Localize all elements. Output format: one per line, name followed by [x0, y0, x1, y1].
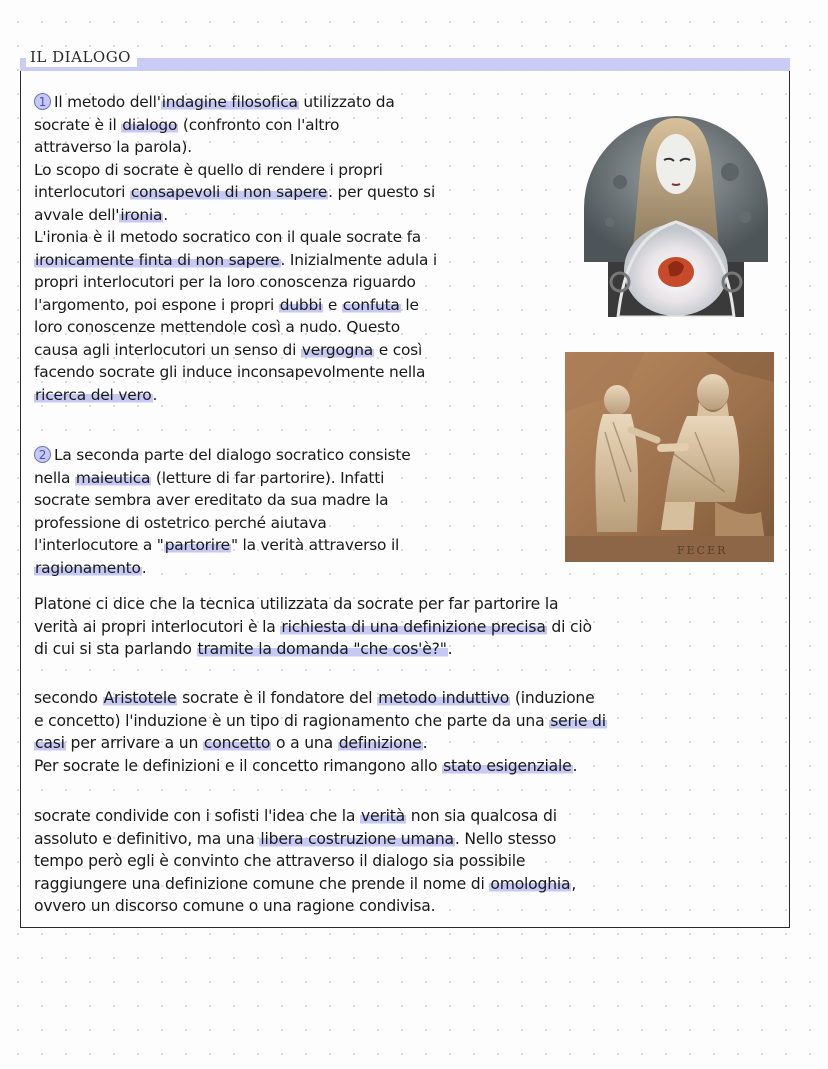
socrates-relief-image [565, 352, 774, 562]
number-badge-1: 1 [34, 93, 51, 110]
relief-inscription: FECER [677, 544, 728, 557]
section-2-text: 2 La seconda parte del dialogo socratico consiste nella maieutica (letture di far partorire). Infatti socrate sembra aver ereditato da sua madre la professione di ostetrico perché aiutava l'interlocutore a "partorire" la verità attraverso il ragionamento. [34, 446, 411, 577]
aristotele-paragraph: secondo Aristotele socrate è il fondatore del metodo induttivo (induzione e concetto) l'induzione è un tipo di ragionamento che parte da una serie di casi per arrivare a un concetto o a una definizione. Per socrate le definizioni e il concetto rimangono allo stato esigenziale. [34, 689, 606, 775]
stylized-woman-figure-image [580, 112, 772, 317]
platone-paragraph: Platone ci dice che la tecnica utilizzata da socrate per far partorire la verità ai propri interlocutori è la richiesta di una definizione precisa di ciò di cui si sta parlando tramite la domanda "che cos'è?". [34, 595, 592, 659]
section-1-text: 1 Il metodo dell'indagine filosofica utilizzato da socrate è il dialogo (confronto con l'altro attraverso la parola). Lo scopo di socrate è quello di rendere i propri interlocutori consapevoli di non sapere. per questo si avvale dell'ironia. L'ironia è il metodo socratico con il quale socrate fa ironicamente finta di non sapere. Inizialmente adula i propri interlocutori per la loro conoscenza riguardo l'argomento, poi espone i propri dubbi e confuta le loro conoscenze mettendole così a nudo. Questo causa agli interlocutori un senso di vergogna e così facendo socrate gli induce inconsapevolmente nella ricerca del vero. [34, 93, 437, 404]
sofisti-paragraph: socrate condivide con i sofisti l'idea che la verità non sia qualcosa di assoluto e definitivo, ma una libera costruzione umana. Nello stesso tempo però egli è convinto che attraverso il dialogo sia possibile raggiungere una definizione comune che prende il nome di omologhia, ovvero un discorso comune o una ragione condivisa. [34, 807, 577, 916]
number-badge-2: 2 [34, 446, 51, 463]
page-title: IL DIALOGO [26, 47, 137, 67]
